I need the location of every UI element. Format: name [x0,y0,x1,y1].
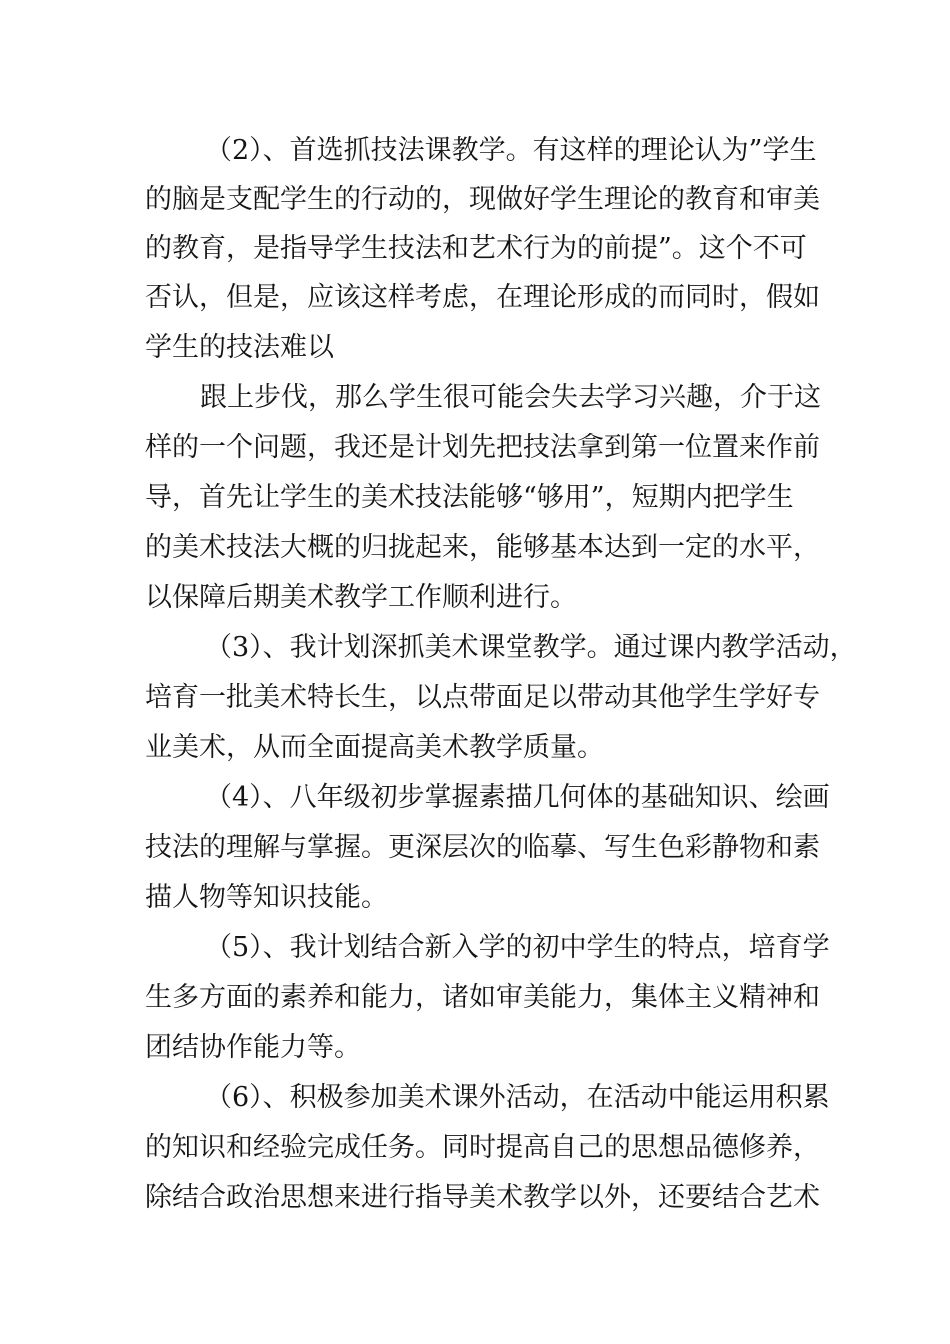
text-line: 团结协作能力等。 [145,1032,361,1063]
text-line: 跟上步伐，那么学生很可能会失去学习兴趣，介于这 [200,382,821,413]
text-line: 的知识和经验完成任务。同时提高自己的思想品德修养， [145,1132,820,1163]
text-line: 的美术技法大概的归拢起来，能够基本达到一定的水平， [145,532,820,563]
text-line: （6）、积极参加美术课外活动，在活动中能运用积累 [205,1082,830,1113]
text-line: 业美术，从而全面提高美术教学质量。 [145,732,604,763]
text-line: 描人物等知识技能。 [145,882,388,913]
text-line: （5）、我计划结合新入学的初中学生的特点，培育学 [205,932,830,963]
text-line: 的教育，是指导学生技法和艺术行为的前提”。这个不可 [145,233,807,264]
text-line: 样的一个问题，我还是计划先把技法拿到第一位置来作前 [145,432,820,463]
text-line: 培育一批美术特长生，以点带面足以带动其他学生学好专 [145,682,820,713]
text-line: 的脑是支配学生的行动的，现做好学生理论的教育和审美 [145,184,820,215]
text-line: 导，首先让学生的美术技法能够“够用”，短期内把学生 [145,482,794,513]
text-line: （4）、八年级初步掌握素描几何体的基础知识、绘画 [205,782,830,813]
text-line: 技法的理解与掌握。更深层次的临摹、写生色彩静物和素 [145,832,820,863]
text-line: （2）、首选抓技法课教学。有这样的理论认为”学生 [205,135,817,166]
text-line: 生多方面的素养和能力，诸如审美能力，集体主义精神和 [145,982,820,1013]
text-line: （3）、我计划深抓美术课堂教学。通过课内教学活动， [205,632,857,663]
text-line: 学生的技法难以 [145,332,334,363]
text-line: 否认，但是，应该这样考虑，在理论形成的而同时，假如 [145,282,820,313]
text-line: 以保障后期美术教学工作顺利进行。 [145,582,577,613]
text-line: 除结合政治思想来进行指导美术教学以外，还要结合艺术 [145,1182,820,1213]
